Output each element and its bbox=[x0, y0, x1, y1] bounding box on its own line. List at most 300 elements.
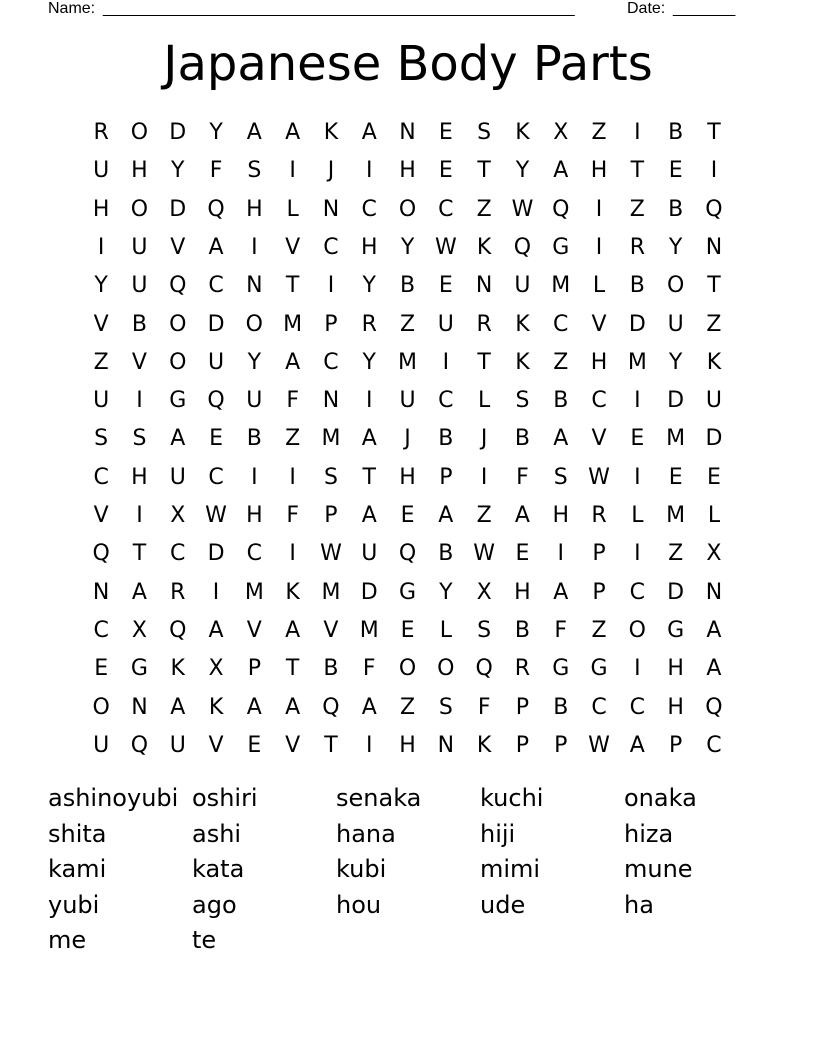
word-list-item: shita bbox=[48, 819, 107, 848]
grid-letter: U bbox=[93, 732, 110, 758]
grid-letter: Q bbox=[552, 196, 570, 222]
grid-letter: I bbox=[595, 196, 603, 222]
grid-letter: M bbox=[321, 579, 341, 605]
grid-letter: D bbox=[360, 579, 378, 605]
grid-letter: Q bbox=[513, 234, 532, 260]
grid-letter: Z bbox=[553, 349, 569, 375]
grid-letter: B bbox=[668, 196, 684, 222]
grid-letter: B bbox=[246, 426, 262, 452]
grid-letter: I bbox=[212, 579, 220, 605]
grid-letter: A bbox=[208, 234, 224, 260]
grid-letter: S bbox=[477, 120, 492, 145]
grid-letter: V bbox=[591, 311, 607, 337]
grid-letter: H bbox=[399, 464, 416, 490]
grid-letter: Q bbox=[207, 388, 225, 414]
grid-letter: V bbox=[246, 617, 262, 643]
grid-letter: B bbox=[553, 388, 569, 414]
grid-letter: K bbox=[706, 349, 722, 375]
grid-letter: J bbox=[327, 158, 335, 184]
grid-letter: M bbox=[666, 426, 686, 452]
grid-letter: A bbox=[361, 426, 377, 452]
grid-letter: N bbox=[437, 732, 455, 758]
grid-letter: P bbox=[324, 311, 338, 337]
grid-letter: N bbox=[322, 196, 340, 222]
grid-letter: K bbox=[515, 120, 530, 145]
word-list-item: ago bbox=[192, 890, 237, 919]
grid-letter: G bbox=[552, 234, 570, 260]
grid-letter: M bbox=[244, 579, 264, 605]
grid-letter: T bbox=[477, 158, 491, 184]
grid-letter: E bbox=[400, 617, 415, 643]
word-list-item: kubi bbox=[336, 855, 387, 883]
grid-letter: B bbox=[323, 656, 339, 682]
word-list-item: ude bbox=[480, 890, 526, 919]
word-list-item: ha bbox=[624, 890, 654, 919]
grid-letter: E bbox=[438, 120, 453, 145]
grid-letter: H bbox=[590, 349, 608, 375]
grid-letter: C bbox=[553, 311, 569, 337]
grid-letter: A bbox=[361, 503, 377, 528]
grid-letter: A bbox=[706, 656, 722, 682]
grid-letter: A bbox=[361, 694, 377, 720]
grid-letter: C bbox=[323, 234, 339, 260]
grid-letter: A bbox=[285, 617, 301, 643]
grid-letter: T bbox=[285, 656, 300, 682]
grid-letter: P bbox=[247, 656, 261, 682]
grid-letter: F bbox=[554, 617, 568, 643]
grid-letter: U bbox=[93, 388, 110, 414]
grid-letter: O bbox=[398, 656, 417, 682]
grid-letter: R bbox=[476, 311, 492, 337]
grid-letter: Y bbox=[362, 349, 376, 375]
grid-letter: H bbox=[590, 158, 608, 184]
grid-letter: A bbox=[553, 579, 569, 605]
grid-letter: C bbox=[93, 464, 109, 490]
grid-letter: L bbox=[592, 273, 606, 299]
grid-letter: N bbox=[705, 234, 723, 260]
grid-letter: X bbox=[208, 656, 224, 682]
page-title: Japanese Body Parts bbox=[163, 36, 653, 92]
grid-letter: L bbox=[631, 503, 644, 528]
grid-letter: Z bbox=[706, 311, 722, 337]
grid-letter: V bbox=[285, 732, 301, 758]
grid-letter: H bbox=[514, 579, 531, 605]
name-label: Name: bbox=[48, 0, 96, 17]
grid-letter: T bbox=[707, 273, 721, 299]
grid-letter: Y bbox=[171, 158, 185, 184]
grid-letter: T bbox=[630, 158, 645, 184]
grid-letter: W bbox=[588, 732, 610, 758]
grid-letter: M bbox=[321, 426, 341, 452]
grid-letter: O bbox=[169, 311, 187, 337]
grid-letter: I bbox=[136, 503, 143, 528]
grid-letter: Q bbox=[130, 732, 149, 758]
grid-letter: R bbox=[514, 656, 531, 682]
word-list-item: kuchi bbox=[480, 784, 544, 812]
grid-letter: T bbox=[285, 273, 300, 299]
grid-letter: D bbox=[667, 579, 685, 605]
grid-letter: B bbox=[514, 426, 530, 452]
grid-letter: C bbox=[246, 541, 263, 567]
grid-letter: A bbox=[361, 120, 377, 145]
grid-letter: D bbox=[628, 311, 646, 337]
grid-letter: G bbox=[130, 656, 148, 682]
grid-letter: C bbox=[208, 273, 224, 299]
grid-letter: G bbox=[169, 388, 187, 414]
grid-letter: G bbox=[667, 617, 685, 643]
grid-letter: J bbox=[404, 426, 411, 452]
grid-letter: Q bbox=[475, 656, 493, 682]
word-list-item: mimi bbox=[480, 855, 541, 883]
grid-letter: Z bbox=[400, 694, 416, 720]
grid-letter: X bbox=[170, 503, 186, 528]
grid-letter: V bbox=[591, 426, 607, 452]
grid-letter: C bbox=[93, 617, 109, 643]
grid-letter: W bbox=[588, 464, 610, 490]
grid-letter: K bbox=[476, 234, 492, 260]
grid-letter: G bbox=[552, 656, 570, 682]
grid-letter: F bbox=[516, 464, 529, 490]
grid-letter: K bbox=[323, 120, 339, 145]
grid-letter: B bbox=[399, 273, 416, 299]
word-list-item: hana bbox=[336, 819, 396, 848]
grid-letter: F bbox=[362, 656, 376, 682]
grid-letter: S bbox=[323, 464, 338, 490]
grid-letter: A bbox=[285, 120, 301, 145]
grid-letter: C bbox=[323, 349, 339, 375]
grid-letter: W bbox=[511, 196, 534, 222]
grid-letter: O bbox=[398, 196, 417, 222]
grid-letter: A bbox=[553, 426, 569, 452]
grid-letter: C bbox=[591, 694, 607, 720]
grid-letter: O bbox=[130, 196, 149, 222]
grid-letter: U bbox=[437, 311, 454, 337]
grid-letter: Y bbox=[668, 234, 683, 260]
grid-letter: N bbox=[131, 694, 148, 720]
word-list-item: te bbox=[192, 926, 217, 954]
grid-letter: F bbox=[209, 158, 223, 184]
grid-letter: Z bbox=[285, 426, 301, 452]
grid-letter: M bbox=[398, 349, 418, 375]
grid-letter: B bbox=[553, 694, 569, 720]
grid-letter: W bbox=[205, 503, 227, 528]
grid-letter: U bbox=[705, 388, 722, 414]
grid-letter: Q bbox=[92, 541, 110, 567]
grid-letter: D bbox=[705, 426, 723, 452]
grid-letter: H bbox=[246, 196, 263, 222]
grid-letter: E bbox=[400, 503, 415, 528]
grid-letter: H bbox=[92, 196, 110, 222]
grid-letter: A bbox=[514, 503, 530, 528]
grid-letter: B bbox=[438, 426, 454, 452]
grid-letter: X bbox=[476, 579, 492, 605]
grid-letter: U bbox=[246, 388, 263, 414]
grid-letter: Q bbox=[322, 694, 340, 720]
header bbox=[0, 0, 816, 20]
word-list-item: ashinoyubi bbox=[48, 784, 179, 812]
grid-letter: O bbox=[628, 617, 646, 643]
grid-letter: I bbox=[634, 388, 641, 414]
grid-letter: M bbox=[627, 349, 647, 375]
grid-letter: V bbox=[208, 732, 224, 758]
grid-letter: P bbox=[515, 694, 530, 720]
grid-letter: O bbox=[92, 694, 110, 720]
grid-letter: A bbox=[438, 503, 454, 528]
grid-letter: A bbox=[208, 617, 224, 643]
grid-letter: Q bbox=[398, 541, 417, 567]
grid-letter: Q bbox=[705, 196, 723, 222]
grid-letter: D bbox=[169, 120, 187, 145]
grid-letter: I bbox=[442, 349, 450, 375]
grid-letter: V bbox=[285, 234, 301, 260]
grid-letter: E bbox=[515, 541, 530, 567]
grid-letter: I bbox=[365, 388, 373, 414]
grid-letter: E bbox=[630, 426, 645, 452]
grid-letter: G bbox=[399, 579, 417, 605]
grid-letter: U bbox=[169, 732, 186, 758]
grid-letter: D bbox=[667, 388, 685, 414]
grid-letter: I bbox=[327, 273, 335, 299]
grid-letter: A bbox=[285, 694, 301, 720]
grid-letter: N bbox=[705, 579, 723, 605]
grid-letter: U bbox=[361, 541, 378, 567]
grid-letter: K bbox=[208, 694, 224, 720]
grid-letter: N bbox=[322, 388, 340, 414]
word-list-item: onaka bbox=[624, 784, 697, 812]
word-list-item: hiji bbox=[480, 819, 516, 848]
grid-letter: K bbox=[285, 579, 300, 605]
grid-letter: H bbox=[399, 158, 416, 184]
grid-letter: U bbox=[667, 311, 684, 337]
grid-letter: I bbox=[480, 464, 488, 490]
grid-letter: U bbox=[399, 388, 416, 414]
grid-letter: H bbox=[399, 732, 416, 758]
grid-letter: C bbox=[591, 388, 607, 414]
grid-letter: C bbox=[438, 388, 454, 414]
word-list-item: kata bbox=[192, 855, 245, 883]
grid-letter: I bbox=[289, 541, 296, 567]
grid-letter: S bbox=[247, 158, 262, 184]
grid-letter: V bbox=[93, 311, 109, 337]
grid-letter: U bbox=[514, 273, 531, 299]
grid-letter: V bbox=[93, 503, 109, 528]
grid-letter: C bbox=[208, 464, 224, 490]
grid-letter: Y bbox=[515, 158, 530, 184]
grid-letter: P bbox=[324, 503, 338, 528]
grid-letter: A bbox=[170, 694, 186, 720]
grid-letter: S bbox=[132, 426, 147, 452]
grid-letter: V bbox=[170, 234, 186, 260]
grid-letter: E bbox=[438, 273, 453, 299]
grid-letter: E bbox=[668, 158, 683, 184]
word-list bbox=[48, 780, 768, 960]
grid-letter: N bbox=[92, 579, 110, 605]
word-list-item: hiza bbox=[624, 819, 674, 848]
grid-letter: S bbox=[438, 694, 453, 720]
grid-letter: V bbox=[323, 617, 339, 643]
grid-letter: S bbox=[94, 426, 109, 452]
grid-letter: P bbox=[554, 732, 568, 758]
grid-letter: I bbox=[595, 234, 603, 260]
date-label: Date: bbox=[627, 0, 666, 17]
word-list-item: ashi bbox=[192, 819, 242, 848]
grid-letter: A bbox=[285, 349, 301, 375]
grid-letter: I bbox=[634, 541, 641, 567]
grid-letter: Z bbox=[668, 541, 684, 567]
word-list-item: yubi bbox=[48, 890, 100, 919]
grid-letter: U bbox=[207, 349, 225, 375]
grid-letter: L bbox=[439, 617, 452, 643]
grid-letter: S bbox=[477, 617, 492, 643]
grid-letter: Y bbox=[247, 349, 262, 375]
grid-letter: F bbox=[286, 503, 299, 528]
grid-letter: Y bbox=[362, 273, 376, 299]
grid-letter: Z bbox=[93, 349, 109, 375]
grid-letter: W bbox=[434, 234, 457, 260]
grid-letter: J bbox=[480, 426, 488, 452]
grid-letter: O bbox=[169, 349, 187, 375]
grid-letter: Q bbox=[705, 694, 723, 720]
grid-letter: C bbox=[629, 579, 646, 605]
grid-letter: O bbox=[245, 311, 263, 337]
grid-letter: H bbox=[131, 158, 148, 184]
grid-letter: I bbox=[289, 158, 296, 184]
grid-letter: I bbox=[365, 158, 373, 184]
grid-letter: A bbox=[131, 579, 147, 605]
grid-letter: U bbox=[131, 273, 148, 299]
grid-letter: I bbox=[710, 158, 718, 184]
grid-letter: A bbox=[553, 158, 569, 184]
grid-letter: E bbox=[668, 464, 683, 490]
grid-letter: E bbox=[438, 158, 453, 184]
grid-letter: Q bbox=[169, 617, 187, 643]
grid-letter: Z bbox=[476, 503, 492, 528]
date-blank-line: _______ bbox=[673, 0, 736, 17]
grid-letter: B bbox=[514, 617, 530, 643]
grid-letter: Z bbox=[629, 196, 645, 222]
grid-letter: C bbox=[629, 694, 646, 720]
grid-letter: L bbox=[707, 503, 721, 528]
word-list-item: hou bbox=[336, 890, 382, 919]
grid-letter: U bbox=[93, 158, 110, 184]
grid-letter: I bbox=[365, 732, 373, 758]
grid-letter: F bbox=[477, 694, 491, 720]
grid-letter: B bbox=[131, 311, 147, 337]
grid-letter: R bbox=[170, 579, 186, 605]
grid-letter: Y bbox=[439, 579, 453, 605]
grid-letter: H bbox=[360, 234, 378, 260]
grid-letter: P bbox=[669, 732, 683, 758]
grid-letter: M bbox=[283, 311, 303, 337]
grid-letter: A bbox=[629, 732, 645, 758]
word-list-item: me bbox=[48, 926, 87, 954]
grid-letter: M bbox=[666, 503, 686, 528]
grid-letter: X bbox=[706, 541, 722, 567]
grid-letter: T bbox=[707, 120, 721, 145]
grid-letter: I bbox=[289, 464, 296, 490]
grid-letter: N bbox=[475, 273, 493, 299]
grid-letter: F bbox=[286, 388, 299, 414]
grid-letter: A bbox=[170, 426, 186, 452]
grid-letter: X bbox=[553, 120, 569, 145]
grid-letter: E bbox=[94, 656, 109, 682]
grid-letter: X bbox=[131, 617, 147, 643]
grid-letter: K bbox=[515, 349, 530, 375]
grid-letter: Y bbox=[400, 234, 415, 260]
grid-letter: H bbox=[131, 464, 148, 490]
name-blank-line: _____________________________________________________ bbox=[103, 0, 575, 17]
grid-letter: O bbox=[666, 273, 685, 299]
grid-letter: H bbox=[552, 503, 570, 528]
grid-letter: D bbox=[207, 541, 225, 567]
grid-letter: U bbox=[131, 234, 148, 260]
grid-letter: U bbox=[169, 464, 186, 490]
grid-letter: R bbox=[361, 311, 377, 337]
grid-letter: Y bbox=[209, 120, 223, 145]
grid-letter: O bbox=[130, 120, 149, 145]
grid-letter: S bbox=[515, 388, 530, 414]
grid-letter: T bbox=[362, 464, 376, 490]
grid-letter: Y bbox=[94, 273, 108, 299]
grid-letter: E bbox=[247, 732, 262, 758]
grid-letter: A bbox=[706, 617, 722, 643]
grid-letter: D bbox=[207, 311, 225, 337]
grid-letter: A bbox=[246, 694, 262, 720]
grid-letter: Y bbox=[668, 349, 683, 375]
grid-letter: Z bbox=[400, 311, 416, 337]
grid-letter: D bbox=[169, 196, 187, 222]
grid-letter: N bbox=[399, 120, 416, 145]
grid-letter: N bbox=[246, 273, 263, 299]
grid-letter: A bbox=[246, 120, 262, 145]
grid-letter: L bbox=[478, 388, 491, 414]
grid-letter: Z bbox=[591, 120, 607, 145]
grid-letter: M bbox=[359, 617, 379, 643]
grid-letter: I bbox=[251, 234, 258, 260]
word-list-item: oshiri bbox=[192, 784, 258, 812]
grid-letter: I bbox=[634, 120, 641, 145]
grid-letter: K bbox=[476, 732, 492, 758]
grid-letter: Z bbox=[591, 617, 607, 643]
word-list-item: senaka bbox=[336, 784, 422, 812]
grid-letter: W bbox=[473, 541, 496, 567]
grid-letter: H bbox=[667, 656, 684, 682]
grid-letter: H bbox=[667, 694, 684, 720]
grid-letter: P bbox=[515, 732, 530, 758]
grid-letter: C bbox=[438, 196, 454, 222]
grid-letter: E bbox=[209, 426, 223, 452]
grid-letter: R bbox=[591, 503, 607, 528]
grid-letter: P bbox=[439, 464, 453, 490]
grid-letter: I bbox=[634, 464, 641, 490]
grid-letter: I bbox=[634, 656, 641, 682]
grid-letter: Z bbox=[476, 196, 492, 222]
grid-letter: T bbox=[324, 732, 338, 758]
grid-letter: P bbox=[592, 541, 606, 567]
grid-letter: W bbox=[320, 541, 342, 567]
grid-letter: Q bbox=[169, 273, 187, 299]
grid-letter: M bbox=[551, 273, 571, 299]
grid-letter: B bbox=[668, 120, 684, 145]
grid-letter: K bbox=[170, 656, 185, 682]
grid-letter: I bbox=[136, 388, 143, 414]
grid-letter: Q bbox=[207, 196, 225, 222]
grid-letter: S bbox=[553, 464, 568, 490]
grid-letter: I bbox=[557, 541, 564, 567]
grid-letter: T bbox=[132, 541, 147, 567]
grid-letter: G bbox=[590, 656, 608, 682]
grid-letter: B bbox=[438, 541, 454, 567]
